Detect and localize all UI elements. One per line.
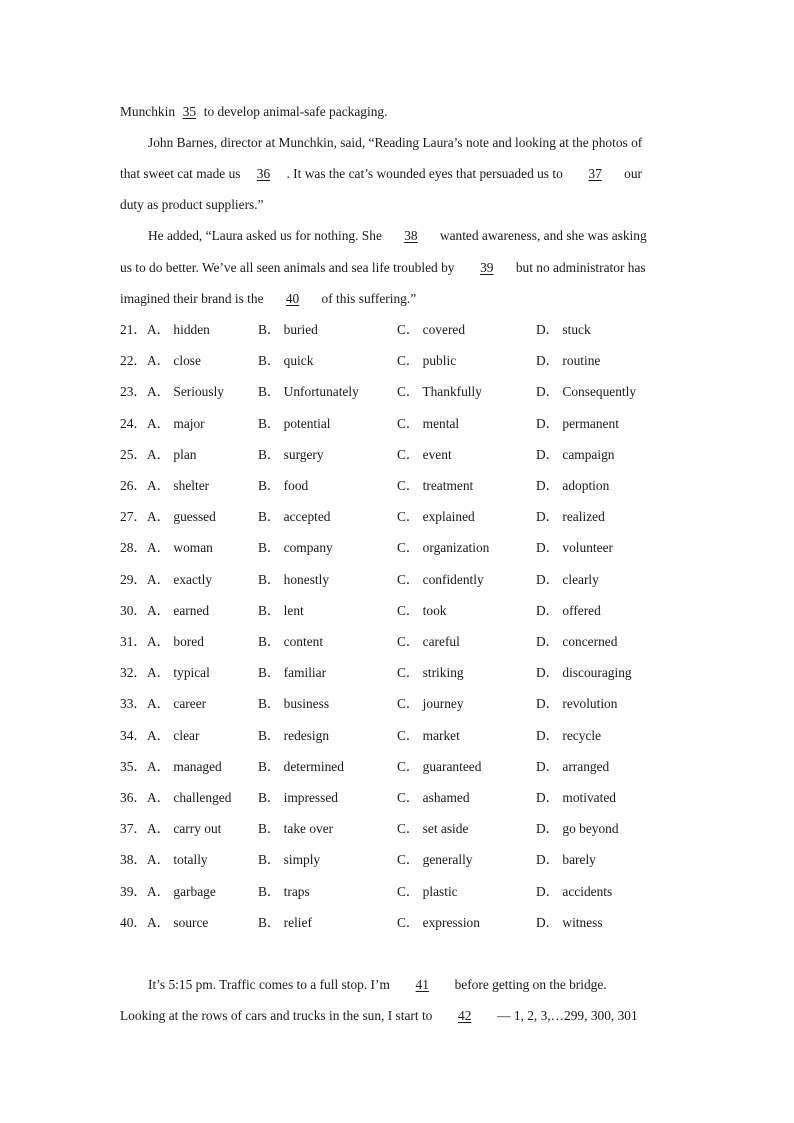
- choice-b: B． potential: [258, 415, 331, 431]
- choice-c: C． event: [397, 446, 452, 462]
- choice-c: C． striking: [397, 665, 464, 681]
- question-number: 34．: [120, 727, 147, 743]
- question-number: 22．: [120, 353, 147, 369]
- choice-a: A． challenged: [147, 790, 232, 805]
- passage-line: It’s 5:15 pm. Traffic comes to a full stop. I’m 41 before getting on the bridge.: [148, 977, 607, 992]
- choice-a: A． source: [147, 914, 209, 930]
- choice-d: D． adoption: [536, 478, 610, 493]
- passage-line: imagined their brand is the 40 of this suffering.”: [120, 291, 417, 306]
- choice-a: A． major: [147, 415, 205, 431]
- blank-42: 42: [458, 1008, 472, 1023]
- question-number: 25．: [120, 446, 147, 462]
- choice-d: D． accidents: [536, 883, 613, 899]
- choice-b: B． buried: [258, 322, 318, 337]
- question-number: 38．: [120, 852, 147, 868]
- choice-a: A． career: [147, 696, 207, 712]
- choice-c: C． confidently: [397, 571, 484, 587]
- option-row: [120, 602, 680, 620]
- choice-c: C． guaranteed: [397, 758, 482, 774]
- choice-d: D． offered: [536, 602, 601, 618]
- choice-a: A． guessed: [147, 509, 216, 525]
- choice-b: B． quick: [258, 353, 314, 369]
- choice-b: B． company: [258, 540, 333, 556]
- option-row: [120, 914, 680, 932]
- passage-line: duty as product suppliers.”: [120, 197, 264, 212]
- option-row: [120, 820, 680, 838]
- choice-d: D． concerned: [536, 634, 618, 649]
- blank-37: 37: [588, 166, 602, 181]
- choice-d: D． volunteer: [536, 540, 613, 556]
- blank-38: 38: [404, 228, 418, 243]
- choice-a: A． clear: [147, 727, 200, 743]
- choice-d: D． barely: [536, 852, 596, 868]
- choice-b: B． surgery: [258, 446, 324, 462]
- choice-b: B． business: [258, 696, 330, 712]
- option-row: [120, 477, 680, 495]
- passage-line: Looking at the rows of cars and trucks in the sun, I start to 42 — 1, 2, 3,…299, 300, 301: [120, 1008, 638, 1023]
- choice-d: D． campaign: [536, 446, 615, 462]
- question-number: 30．: [120, 602, 147, 618]
- choice-b: B． content: [258, 634, 324, 649]
- question-number: 37．: [120, 821, 147, 837]
- choice-b: B． relief: [258, 914, 312, 930]
- choice-b: B． traps: [258, 883, 310, 899]
- option-row: [120, 851, 680, 869]
- choice-a: A． managed: [147, 758, 222, 774]
- option-row: [120, 321, 680, 339]
- choice-a: A． hidden: [147, 322, 210, 337]
- question-number: 35．: [120, 758, 147, 774]
- blank-40: 40: [285, 291, 300, 306]
- choice-d: D． revolution: [536, 696, 618, 712]
- choice-c: C． covered: [397, 322, 466, 337]
- choice-d: D． routine: [536, 353, 601, 369]
- question-number: 39．: [120, 883, 147, 899]
- choice-c: C． public: [397, 353, 457, 369]
- passage-line: that sweet cat made us 36 . It was the cat’s wounded eyes that persuaded us to 37 our: [120, 166, 642, 181]
- question-number: 23．: [120, 384, 147, 400]
- passage-line: us to do better. We’ve all seen animals and sea life troubled by 39 but no administrator has: [120, 260, 646, 275]
- question-number: 36．: [120, 790, 147, 805]
- question-number: 29．: [120, 571, 147, 587]
- choice-c: C． mental: [397, 415, 460, 431]
- question-number: 40．: [120, 914, 147, 930]
- option-row: [120, 571, 680, 589]
- choice-d: D． Consequently: [536, 384, 637, 400]
- choice-d: D． realized: [536, 509, 605, 525]
- choice-b: B． accepted: [258, 509, 331, 525]
- option-row: [120, 695, 680, 713]
- choice-a: A． bored: [147, 634, 204, 649]
- choice-b: B． food: [258, 478, 309, 493]
- choice-c: C． treatment: [397, 478, 474, 493]
- question-number: 32．: [120, 665, 147, 681]
- choice-c: C． ashamed: [397, 790, 470, 805]
- choice-a: A． garbage: [147, 883, 216, 899]
- option-row: [120, 883, 680, 901]
- option-row: [120, 383, 680, 401]
- choice-c: C． organization: [397, 540, 490, 556]
- choice-d: D． arranged: [536, 758, 610, 774]
- choice-c: C． Thankfully: [397, 384, 482, 400]
- choice-d: D． clearly: [536, 571, 599, 587]
- question-number: 24．: [120, 415, 147, 431]
- choice-c: C． journey: [397, 696, 464, 712]
- option-row: [120, 508, 680, 526]
- question-number: 21．: [120, 322, 147, 337]
- choice-b: B． determined: [258, 758, 344, 774]
- choice-a: A． exactly: [147, 571, 213, 587]
- choice-a: A． shelter: [147, 478, 210, 493]
- question-number: 33．: [120, 696, 147, 712]
- choice-d: D． permanent: [536, 415, 619, 431]
- choice-a: A． Seriously: [147, 384, 224, 400]
- choice-a: A． plan: [147, 446, 197, 462]
- option-row: [120, 446, 680, 464]
- blank-39: 39: [480, 260, 494, 275]
- blank-41: 41: [415, 977, 429, 992]
- choice-d: D． stuck: [536, 322, 591, 337]
- choice-c: C． took: [397, 602, 447, 618]
- choice-b: B． honestly: [258, 571, 330, 587]
- option-row: [120, 415, 680, 433]
- option-row: [120, 727, 680, 745]
- choice-c: C． explained: [397, 509, 475, 525]
- choice-c: C． expression: [397, 914, 480, 930]
- question-number: 28．: [120, 540, 147, 556]
- option-row: [120, 789, 680, 807]
- choice-a: A． close: [147, 353, 201, 369]
- choice-c: C． plastic: [397, 883, 458, 899]
- passage-line: He added, “Laura asked us for nothing. She 38 wanted awareness, and she was asking: [148, 228, 647, 243]
- choice-b: B． take over: [258, 821, 334, 837]
- passage-line: Munchkin 35 to develop animal-safe packaging.: [120, 104, 388, 119]
- blank-36: 36: [256, 166, 271, 181]
- choice-b: B． redesign: [258, 727, 330, 743]
- question-number: 31．: [120, 634, 147, 649]
- option-row: [120, 352, 680, 370]
- choice-c: C． market: [397, 727, 460, 743]
- passage-line: John Barnes, director at Munchkin, said, “Reading Laura’s note and looking at the photos of: [148, 135, 643, 150]
- option-row: [120, 539, 680, 557]
- choice-d: D． witness: [536, 914, 603, 930]
- choice-b: B． impressed: [258, 790, 338, 805]
- choice-a: A． earned: [147, 602, 210, 618]
- choice-b: B． lent: [258, 602, 304, 618]
- choice-c: C． careful: [397, 634, 460, 649]
- choice-d: D． motivated: [536, 790, 616, 805]
- choice-d: D． go beyond: [536, 821, 619, 837]
- blank-35: 35: [182, 104, 197, 119]
- choice-c: C． set aside: [397, 821, 469, 837]
- question-number: 26．: [120, 478, 147, 493]
- question-number: 27．: [120, 509, 147, 525]
- option-row: [120, 758, 680, 776]
- option-row: [120, 664, 680, 682]
- choice-a: A． woman: [147, 540, 213, 556]
- choice-c: C． generally: [397, 852, 473, 868]
- choice-a: A． totally: [147, 852, 208, 868]
- choice-b: B． Unfortunately: [258, 384, 359, 400]
- choice-d: D． discouraging: [536, 665, 632, 681]
- choice-b: B． simply: [258, 852, 321, 868]
- choice-a: A． carry out: [147, 821, 222, 837]
- choice-a: A． typical: [147, 665, 210, 681]
- choice-b: B． familiar: [258, 665, 327, 681]
- option-row: [120, 633, 680, 651]
- choice-d: D． recycle: [536, 727, 602, 743]
